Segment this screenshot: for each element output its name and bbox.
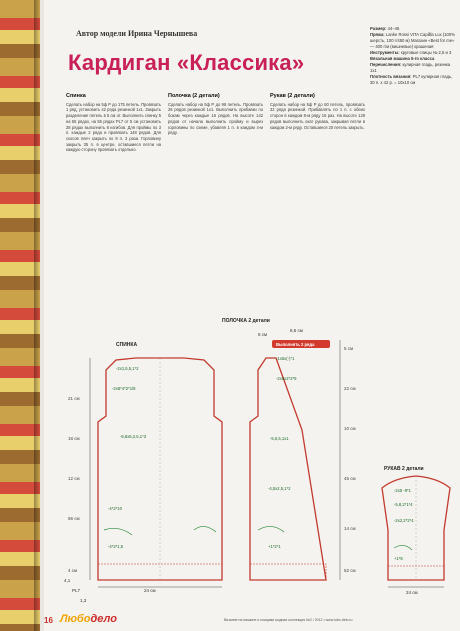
spec-density: Плотность вязания: PL7 кулирная гладь, 30 п. х 42 р. = 10х10 см xyxy=(370,74,453,85)
section-title-sleeve: Рукав (2 детали) xyxy=(270,93,315,99)
column-back xyxy=(66,94,161,155)
spec-size: Размер: 44–46 xyxy=(370,26,400,31)
front-note-3: -5,5,5,1х1 xyxy=(270,436,289,441)
pl-label: PL7 xyxy=(72,588,81,593)
left-dim-1: 21 см xyxy=(68,396,80,401)
page-footer xyxy=(44,612,460,631)
back-note-1: -2х1,5,5,1*2 xyxy=(116,366,139,371)
sleeve-note-1: -2х5 -9*1 xyxy=(394,488,411,493)
section-text-front: Сделать набор на 5ф Р до 98 петель. Провязать 28 рядов резинкой 1х1. Выполнить прибавки по бокам через каждые 16 рядов. На высоте 142 рядов от начала выполнить пройму и вырез горловины по схеме, убавляя 1 п. в каждом 4-м ряду. xyxy=(168,101,263,136)
back-note-5: -4*2*1,5 xyxy=(108,544,124,549)
sleeve-note-2: -5,8,2*1*4 xyxy=(394,502,413,507)
front-width-dim: 8,5 см xyxy=(290,328,303,333)
sleeve-note-4: +1*8 xyxy=(394,556,403,561)
section-text-back: Сделать набор на 5ф Р до 175 петель. Провязать 1 ряд, установить 42 ряда резинкой 1х1. Закрыть разделение петель в 5 см от. Выполнить спинку 5 на 55 рядах, на 55 рядах PL7 от 5 см установить 28 рядах выполнить 8 изгибов. Для проймы по 3 п. каждые 2 ряда и провязать 148 рядов. Для скосов плеч закрыть по 8 п. 3 раза. Горловину закрыть 35 п. в центре, оставшиеся петли на каждую сторону провязать отдельно. xyxy=(66,101,161,153)
corner-4-1: 4,1 xyxy=(64,578,71,583)
spec-machine: Вязальная машина 5-го класса xyxy=(370,56,435,61)
magazine-binding xyxy=(0,0,40,631)
right-dim-3: 10 см xyxy=(344,426,356,431)
front-width-dim2: 6 см xyxy=(258,332,268,337)
left-dim-3: 12 см xyxy=(68,476,80,481)
magazine-logo: Любодело xyxy=(60,613,117,625)
right-dim-4: 45 см xyxy=(344,476,356,481)
page-title: Кардиган «Классика» xyxy=(68,50,305,75)
back-note-4: -4*2*10 xyxy=(108,506,122,511)
front-note-5: +1*2*1 xyxy=(268,544,281,549)
section-text-sleeve: Сделать набор на 5ф Р до 60 петель, провязать 32 ряда резинкой. Прибавлять по 1 п. с обеих сторон в каждом 8-м ряду 15 раз. На высоте 128 рядов выполнить окат рукава, закрывая петли в каждом 2-м ряду. Оставшиеся 20 петель закрыть. xyxy=(270,101,365,130)
author-line: Автор модели Ирина Чернышева xyxy=(76,29,198,38)
spec-yarn: Пряжа: Lanke Rossi VITA Capillla Lux (100% шерсть, 100 г/450 м) Магазин «Best for me» — 400 г/м (вишневые) крашеная xyxy=(370,32,455,49)
left-dim-4: 56 см xyxy=(68,516,80,521)
left-dim-5: 4 см xyxy=(68,568,78,573)
page-number: 16 xyxy=(44,616,53,625)
specs-box xyxy=(370,26,456,86)
spec-tools: Инструменты: круговые спицы № 2,5 и 3 xyxy=(370,50,452,55)
column-sleeve xyxy=(270,94,365,132)
right-dims xyxy=(340,340,356,580)
front-note-1: -1х5х(-)*1 xyxy=(276,356,295,361)
right-dim-1: 5 см xyxy=(344,346,354,351)
back-width-dim: 24 см xyxy=(144,588,156,593)
front-top-pill-text: Выполнять 2 ряда xyxy=(276,342,315,347)
sleeve-notes xyxy=(394,488,414,561)
pattern-diagram xyxy=(44,310,460,610)
back-notes xyxy=(108,366,147,549)
section-title-front: Полочка (2 детали) xyxy=(168,93,220,99)
back-note-2: -2х8*4*2*1/8 xyxy=(112,386,136,391)
left-dim-2: 18 см xyxy=(68,436,80,441)
sleeve-note-3: -2х2,2*2*4 xyxy=(394,518,414,523)
front-note-4: -4,5х2,5,1*2 xyxy=(268,486,291,491)
back-note-3: -5,6х5,2,5,1*3 xyxy=(120,434,147,439)
right-dim-6: 52 см xyxy=(344,568,356,573)
sleeve-outline xyxy=(382,476,450,580)
magazine-page xyxy=(44,0,460,631)
right-dim-5: 14 см xyxy=(344,526,356,531)
diagram-heading: ПОЛОЧКА 2 детали xyxy=(222,318,270,324)
footer-note: Вязание на машине и спицами модная коллекция №2 / 2012 • www.lubo-delo.ru xyxy=(224,618,353,622)
spec-pattern: Перечисления: кулирная гладь, резинка 1х1 xyxy=(370,62,451,73)
section-title-back: Спинка xyxy=(66,93,86,99)
sleeve-width-dim: 24 см xyxy=(406,590,418,595)
column-front xyxy=(168,94,263,138)
front-note-2: -2х5х2*2*9 xyxy=(276,376,297,381)
back-piece-label: СПИНКА xyxy=(116,342,138,348)
corner-1-3: 1,3 xyxy=(80,598,87,603)
sleeve-piece-label: РУКАВ 2 детали xyxy=(384,466,424,472)
front-notes xyxy=(268,356,297,549)
left-dims xyxy=(68,358,90,580)
right-dim-2: 22 см xyxy=(344,386,356,391)
